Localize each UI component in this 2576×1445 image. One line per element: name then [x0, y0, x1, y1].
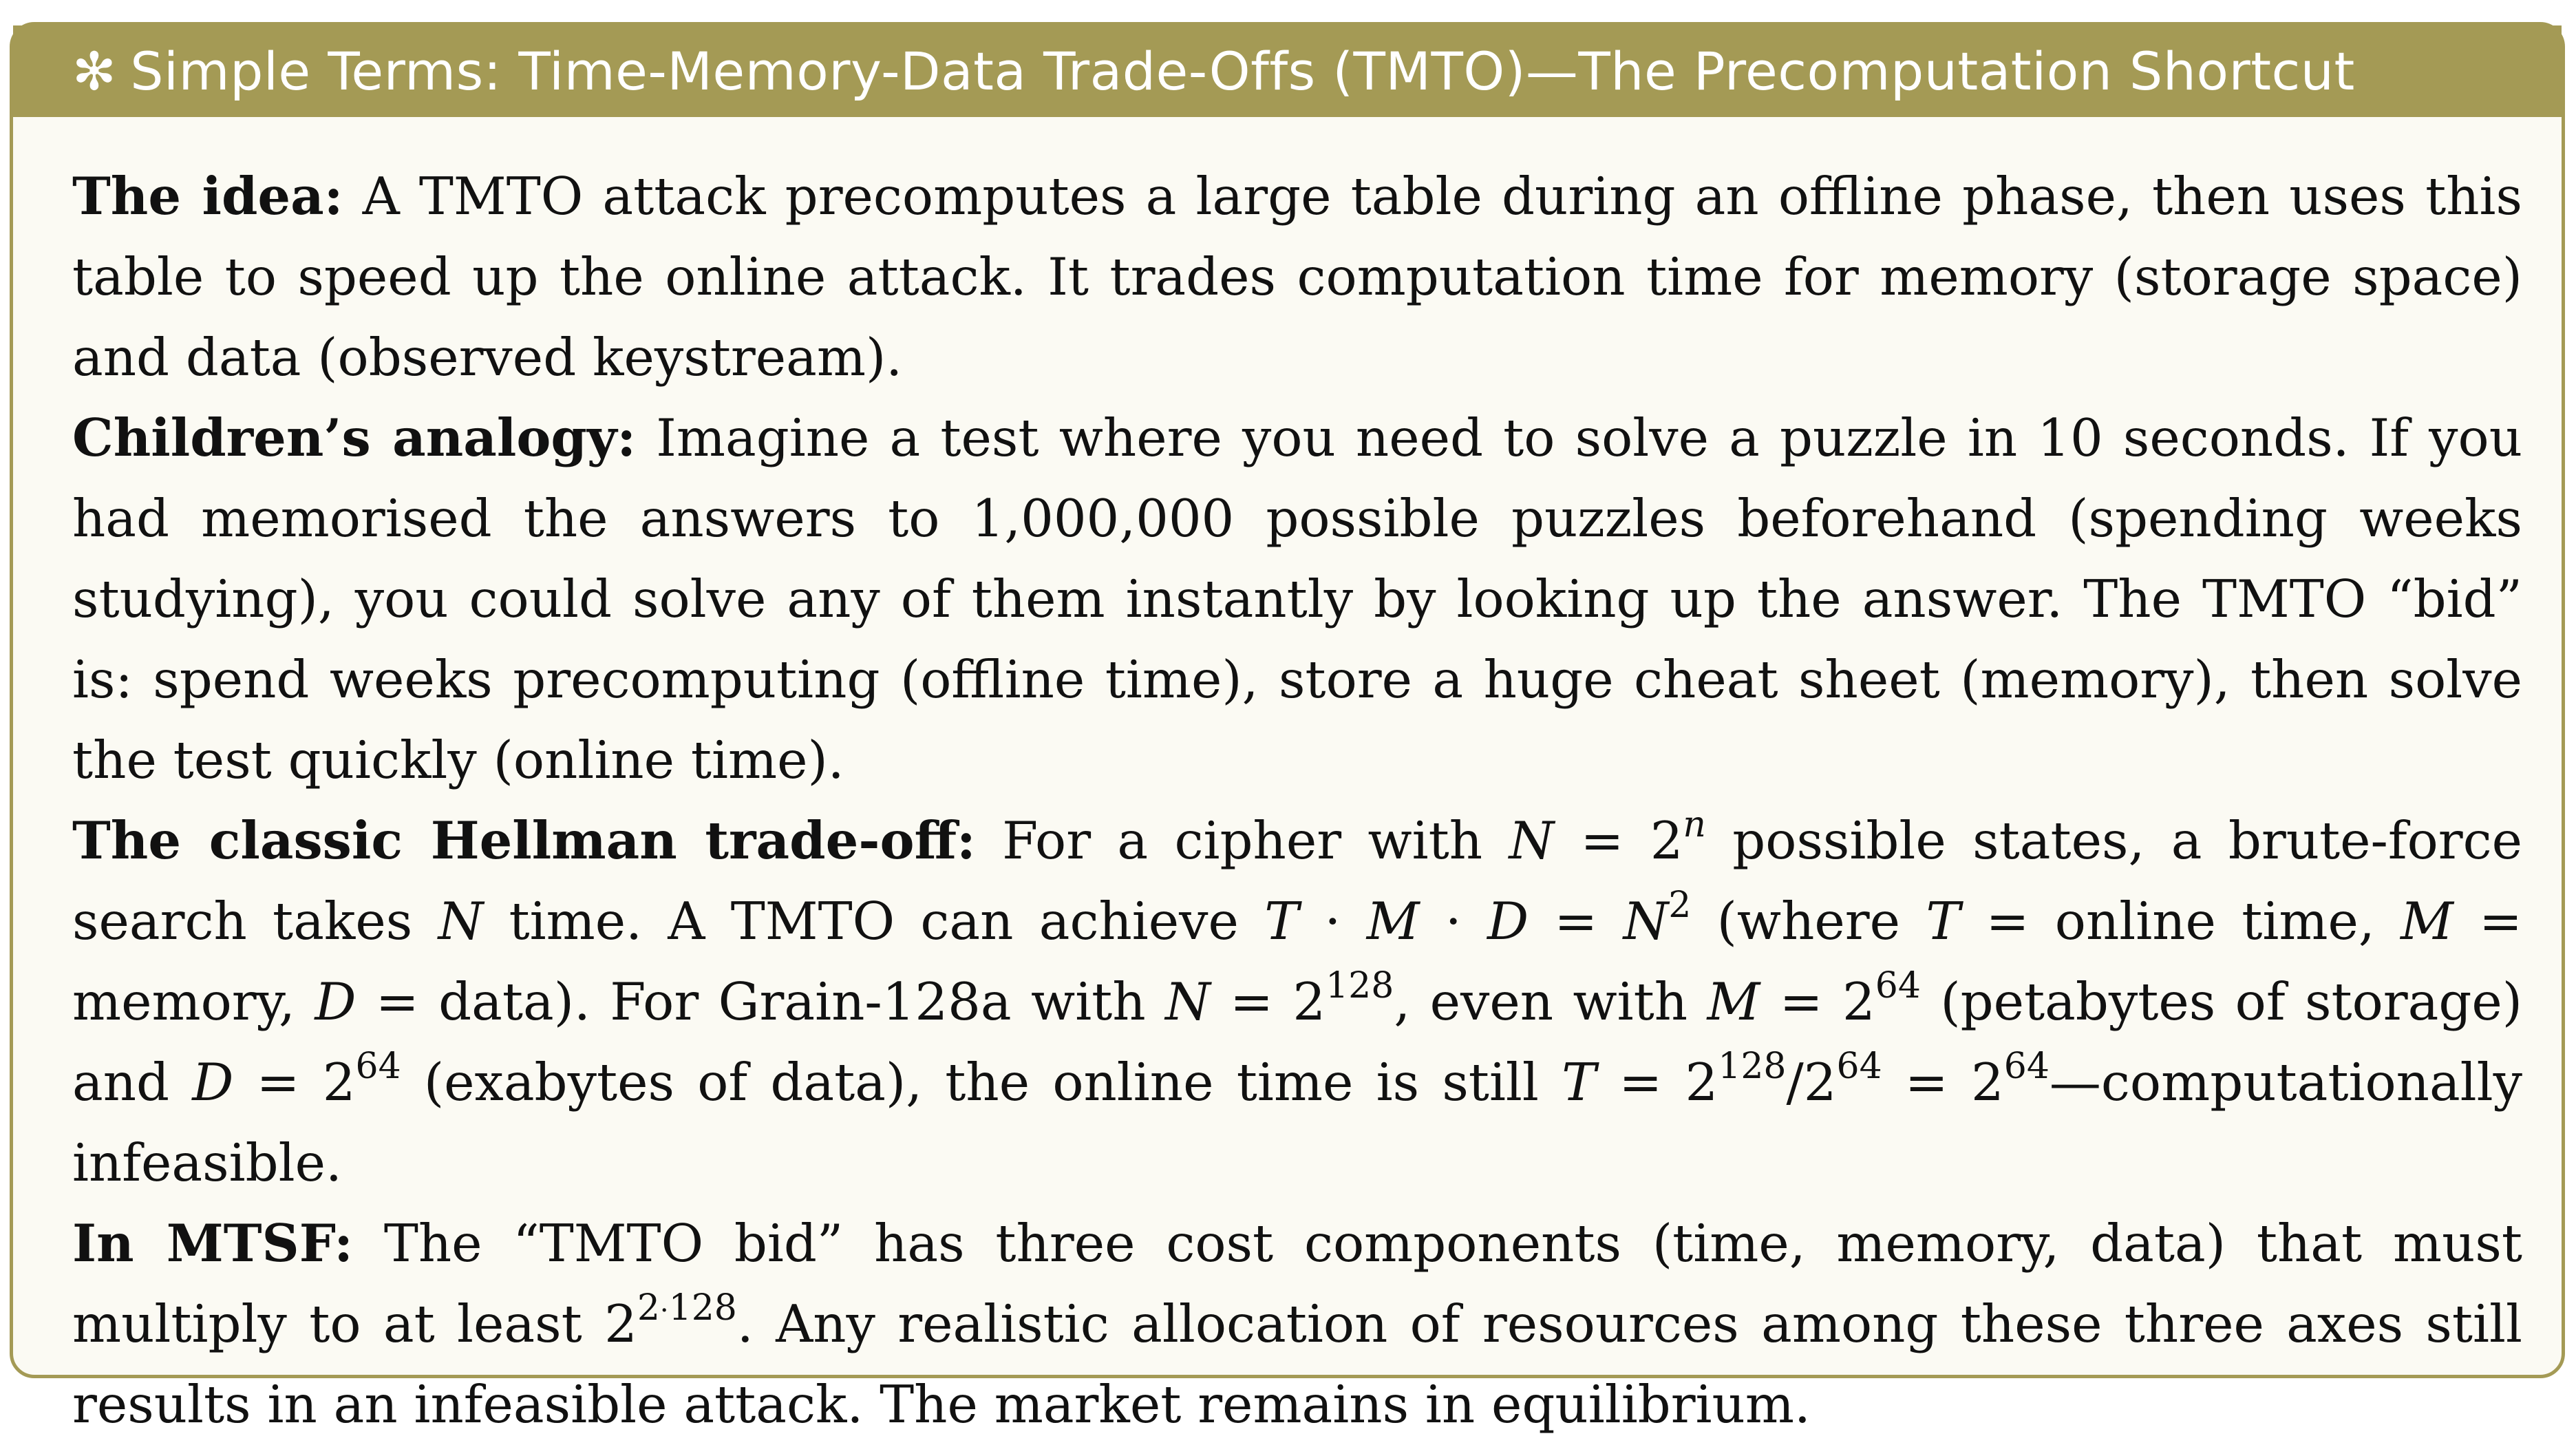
math-num: 2	[1803, 1052, 1837, 1112]
math-op: =	[233, 1052, 323, 1112]
paragraph-hellman	[72, 801, 2522, 1203]
math-var: D	[192, 1052, 234, 1112]
math-var: N	[1509, 810, 1555, 871]
math-op: =	[1529, 891, 1624, 951]
math-exp: 64	[2003, 1045, 2050, 1087]
math-var: N	[1165, 971, 1211, 1032]
paragraph-analogy	[72, 398, 2522, 801]
math-var: T	[1562, 1052, 1597, 1112]
math-exp: 128	[1326, 964, 1394, 1006]
math-exp: 128	[1718, 1045, 1787, 1087]
math-var: N	[438, 891, 484, 951]
math-exp: 64	[355, 1045, 401, 1087]
math-op: =	[1554, 810, 1650, 871]
hellman-text: , even with	[1394, 971, 1707, 1032]
math-op: =	[1596, 1052, 1685, 1112]
math-exp-dot: ·	[659, 1294, 669, 1327]
math-op: =	[1760, 971, 1843, 1032]
hellman-text: time. A TMTO can achieve	[483, 891, 1265, 951]
asterisk-icon: ✻	[72, 41, 117, 102]
hellman-text: (exabytes of data), the online time is still	[401, 1052, 1562, 1112]
math-num: 2	[1971, 1052, 2004, 1112]
math-num: 2	[604, 1294, 637, 1354]
math-var: M	[1707, 971, 1760, 1032]
hellman-text: = memory,	[72, 891, 2522, 1032]
math-op: /	[1786, 1052, 1804, 1112]
math-exp: 64	[1836, 1045, 1882, 1087]
math-op: =	[1210, 971, 1293, 1032]
math-num: 2	[1292, 971, 1326, 1032]
math-var: N	[1623, 891, 1669, 951]
hellman-text: For a cipher with	[1002, 810, 1509, 871]
math-num: 2	[322, 1052, 356, 1112]
math-exp	[637, 1287, 737, 1329]
simple-terms-box	[10, 22, 2565, 1435]
hellman-text: —computationally infeasible.	[72, 1052, 2523, 1193]
math-var: D	[315, 971, 356, 1032]
math-exp: 2	[1668, 884, 1692, 926]
box-header	[13, 25, 2562, 117]
label-analogy: Children’s analogy:	[72, 408, 637, 468]
math-exp-part: 128	[668, 1287, 737, 1329]
text-analogy: Imagine a test where you need to solve a puzzle in 10 seconds. If you had memorised the answers to 1,000,000 possible puzzles beforehand (spending weeks studying), you could solve any of them instantly by looking up the answer. The TMTO “bid” is: spend weeks precomputing (offline time), store a huge cheat sheet (memory), then solve the test quickly (online time).	[72, 408, 2523, 790]
paragraph-idea	[72, 156, 2522, 398]
math-var: D	[1487, 891, 1529, 951]
math-num: 2	[1685, 1052, 1718, 1112]
mtsf-text: The “TMTO bid” has three cost components (time, memory, data) that must multiply to at least	[72, 1213, 2522, 1354]
math-var: M	[1366, 891, 1420, 951]
label-mtsf: In MTSF:	[72, 1213, 353, 1274]
math-var: T	[1264, 891, 1299, 951]
hellman-text: = data). For Grain-128a with	[356, 971, 1166, 1032]
math-var: T	[1926, 891, 1961, 951]
math-exp: n	[1683, 803, 1706, 845]
math-num: 2	[1842, 971, 1875, 1032]
paragraph-mtsf	[72, 1203, 2522, 1445]
math-var: M	[2401, 891, 2453, 951]
hellman-text: (petabytes of storage) and	[72, 971, 2523, 1112]
math-exp: 64	[1875, 964, 1921, 1006]
label-idea: The idea:	[72, 166, 343, 226]
box-title: Simple Terms: Time-Memory-Data Trade-Offs (TMTO)—The Precomputation Shortcut	[130, 41, 2355, 102]
label-hellman: The classic Hellman trade-off:	[72, 810, 976, 871]
hellman-text: possible states, a brute-force search takes	[72, 810, 2523, 951]
hellman-text: (where	[1691, 891, 1926, 951]
math-op: ·	[1299, 891, 1367, 951]
math-exp-part: 2	[637, 1287, 660, 1329]
math-op: ·	[1419, 891, 1487, 951]
mtsf-text: . Any realistic allocation of resources among these three axes still results in an infeasible attack. The market remains in equilibrium.	[72, 1294, 2522, 1435]
box-content	[72, 156, 2522, 1445]
math-num: 2	[1650, 810, 1683, 871]
text-idea: A TMTO attack precomputes a large table during an offline phase, then uses this table to speed up the online attack. It trades computation time for memory (storage space) and data (observed keystream).	[72, 166, 2522, 388]
hellman-text: = online time,	[1960, 891, 2401, 951]
math-op: =	[1882, 1052, 1972, 1112]
